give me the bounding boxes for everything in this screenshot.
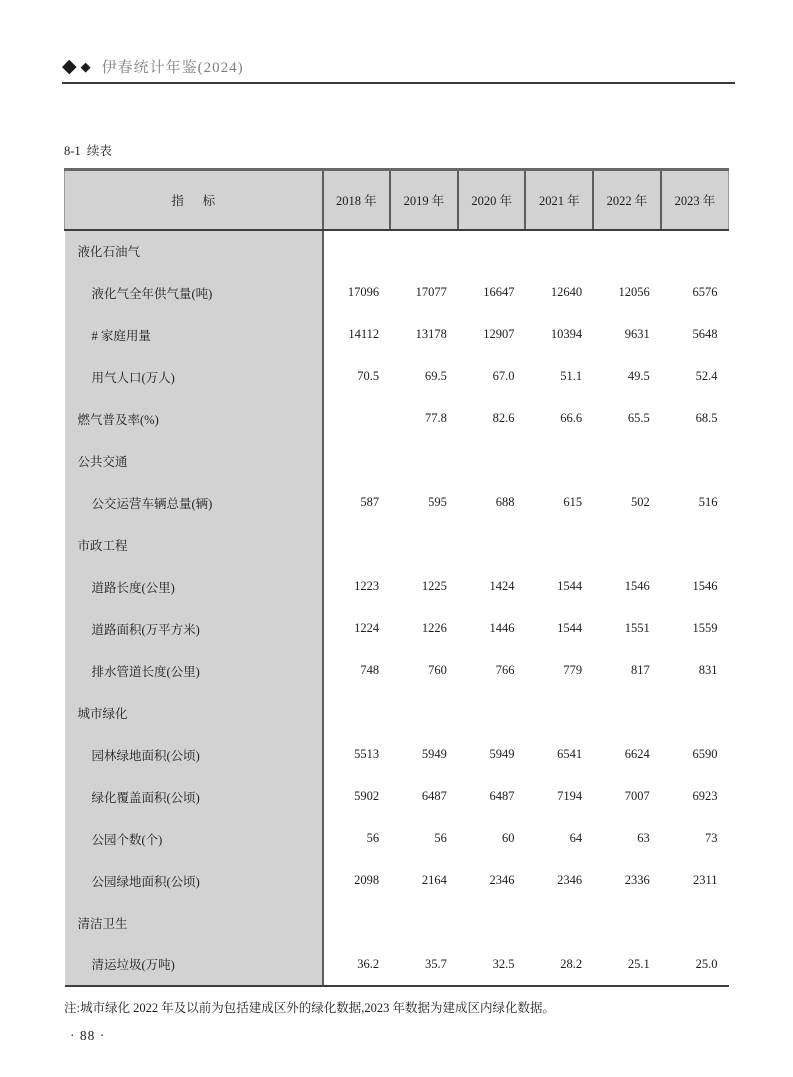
value-cell-2022: 502 <box>631 495 650 509</box>
value-cell-2022 <box>593 524 661 566</box>
table-body <box>65 230 729 986</box>
footnote: 注:城市绿化 2022 年及以前为包括建成区外的绿化数据,2023 年数据为建成区内绿化数据。 <box>64 1001 555 1015</box>
value-cell-2019: 6487 <box>421 789 447 803</box>
value-cell-2023: 5648 <box>692 327 718 341</box>
table-row <box>65 650 729 692</box>
indicator-cell: 园林绿地面积(公顷) <box>65 734 323 776</box>
value-cell-2018: 70.5 <box>357 369 380 383</box>
indicator-cell: 液化石油气 <box>65 230 323 272</box>
value-cell-2019: 17077 <box>415 285 447 299</box>
indicator-cell: 用气人口(万人) <box>65 356 323 398</box>
indicator-cell: 公园绿地面积(公顷) <box>65 860 323 902</box>
value-cell-2019: 69.5 <box>424 369 447 383</box>
value-cell-2020: 16647 <box>483 285 515 299</box>
table-row <box>65 566 729 608</box>
value-cell-2020: 67.0 <box>492 369 515 383</box>
value-cell-2021: 2346 <box>557 873 583 887</box>
value-cell-2022 <box>593 692 661 734</box>
value-cell-2020: 5949 <box>489 747 515 761</box>
value-cell-2021 <box>525 692 593 734</box>
value-cell-2023: 1546 <box>692 579 718 593</box>
value-cell-2021: 615 <box>563 495 583 509</box>
value-cell-2022: 7007 <box>624 789 650 803</box>
value-cell-2022: 1546 <box>624 579 650 593</box>
value-cell-2020: 766 <box>495 663 515 677</box>
value-cell-2023: 831 <box>698 663 718 677</box>
value-cell-2022: 12056 <box>618 285 650 299</box>
year-column-header-2018: 2018 年 <box>323 170 391 230</box>
value-cell-2020: 82.6 <box>492 411 515 425</box>
value-cell-2023: 6590 <box>692 747 718 761</box>
indicator-cell: 公共交通 <box>65 440 323 482</box>
indicator-cell: 排水管道长度(公里) <box>65 650 323 692</box>
value-cell-2021 <box>525 902 593 944</box>
value-cell-2023: 2311 <box>692 873 718 887</box>
table-row <box>65 734 729 776</box>
running-head <box>62 56 735 84</box>
value-cell-2021: 12640 <box>550 285 583 299</box>
table-row <box>65 524 729 566</box>
value-cell-2018: 2098 <box>354 873 380 887</box>
indicator-cell: 清运垃圾(万吨) <box>65 944 323 986</box>
table-row <box>65 398 729 440</box>
indicator-cell: 清洁卫生 <box>65 902 323 944</box>
value-cell-2018: 17096 <box>347 285 380 299</box>
value-cell-2021 <box>525 524 593 566</box>
year-column-header-2021: 2021 年 <box>525 170 593 230</box>
value-cell-2020: 60 <box>501 831 515 845</box>
table-header-row <box>65 170 729 230</box>
value-cell-2023: 6576 <box>692 285 718 299</box>
indicator-cell: 液化气全年供气量(吨) <box>65 272 323 314</box>
value-cell-2020: 1446 <box>489 621 515 635</box>
value-cell-2018: 36.2 <box>323 944 391 986</box>
value-cell-2019 <box>390 230 458 272</box>
table-row <box>65 356 729 398</box>
value-cell-2018: 56 <box>366 831 380 845</box>
table-row <box>65 440 729 482</box>
value-cell-2019 <box>390 524 458 566</box>
value-cell-2022: 63 <box>637 831 650 845</box>
value-cell-2020: 12907 <box>483 327 515 341</box>
table-row <box>65 608 729 650</box>
value-cell-2023: 516 <box>698 495 718 509</box>
table-row <box>65 272 729 314</box>
value-cell-2018: 748 <box>360 663 380 677</box>
value-cell-2022 <box>593 440 661 482</box>
table-row <box>65 860 729 902</box>
table-continuation-label: 8-1 续表 <box>64 144 112 158</box>
year-column-header-2022: 2022 年 <box>593 170 661 230</box>
value-cell-2022 <box>593 230 661 272</box>
value-cell-2019: 1226 <box>421 621 447 635</box>
table-header <box>65 170 729 230</box>
indicator-cell: 道路长度(公里) <box>65 566 323 608</box>
indicator-cell: # 家庭用量 <box>65 314 323 356</box>
value-cell-2019: 5949 <box>421 747 447 761</box>
value-cell-2023: 25.0 <box>661 944 729 986</box>
value-cell-2022 <box>593 902 661 944</box>
value-cell-2020: 1424 <box>489 579 515 593</box>
indicator-cell: 城市绿化 <box>65 692 323 734</box>
value-cell-2022: 25.1 <box>593 944 661 986</box>
diamond-large-icon: ◆ <box>62 56 77 77</box>
value-cell-2021: 1544 <box>557 621 583 635</box>
value-cell-2023 <box>661 692 729 734</box>
diamond-small-icon: ◆ <box>80 59 91 74</box>
indicator-cell: 绿化覆盖面积(公顷) <box>65 776 323 818</box>
value-cell-2021: 66.6 <box>560 411 583 425</box>
value-cell-2018 <box>323 524 391 566</box>
value-cell-2022: 2336 <box>624 873 650 887</box>
value-cell-2020: 32.5 <box>458 944 526 986</box>
value-cell-2021: 28.2 <box>525 944 593 986</box>
value-cell-2019: 760 <box>428 663 447 677</box>
value-cell-2023 <box>661 230 729 272</box>
indicator-cell: 公交运营车辆总量(辆) <box>65 482 323 524</box>
value-cell-2020: 6487 <box>489 789 515 803</box>
value-cell-2018: 1224 <box>354 621 380 635</box>
year-column-header-2020: 2020 年 <box>458 170 526 230</box>
value-cell-2020 <box>458 230 526 272</box>
value-cell-2018 <box>323 398 391 440</box>
value-cell-2019: 13178 <box>415 327 447 341</box>
value-cell-2018 <box>323 692 391 734</box>
table-row <box>65 818 729 860</box>
value-cell-2021: 10394 <box>550 327 583 341</box>
value-cell-2021 <box>525 230 593 272</box>
value-cell-2021: 1544 <box>557 579 583 593</box>
value-cell-2022: 6624 <box>624 747 650 761</box>
value-cell-2020 <box>458 524 526 566</box>
value-cell-2019: 595 <box>428 495 447 509</box>
value-cell-2022: 1551 <box>624 621 650 635</box>
value-cell-2023: 73 <box>705 831 718 845</box>
value-cell-2021 <box>525 440 593 482</box>
value-cell-2020 <box>458 902 526 944</box>
value-cell-2019: 56 <box>434 831 447 845</box>
value-cell-2019: 35.7 <box>390 944 458 986</box>
value-cell-2021: 51.1 <box>560 369 583 383</box>
value-cell-2019 <box>390 692 458 734</box>
page-number: · 88 · <box>70 1028 106 1043</box>
table-row <box>65 692 729 734</box>
indicator-cell: 道路面积(万平方米) <box>65 608 323 650</box>
value-cell-2020 <box>458 692 526 734</box>
table-row <box>65 944 729 986</box>
value-cell-2023 <box>661 902 729 944</box>
value-cell-2023: 68.5 <box>695 411 718 425</box>
value-cell-2019 <box>390 440 458 482</box>
statistics-table <box>64 168 729 987</box>
yearbook-title: 伊春统计年鉴(2024) <box>101 60 244 76</box>
value-cell-2018 <box>323 440 391 482</box>
table-row <box>65 776 729 818</box>
value-cell-2022: 49.5 <box>627 369 650 383</box>
value-cell-2018 <box>323 230 391 272</box>
value-cell-2022: 817 <box>631 663 650 677</box>
value-cell-2018: 587 <box>360 495 380 509</box>
value-cell-2018: 5902 <box>354 789 380 803</box>
indicator-cell: 燃气普及率(%) <box>65 398 323 440</box>
year-column-header-2023: 2023 年 <box>661 170 729 230</box>
table-row <box>65 314 729 356</box>
value-cell-2019: 77.8 <box>424 411 447 425</box>
value-cell-2021: 64 <box>569 831 583 845</box>
value-cell-2018: 5513 <box>354 747 380 761</box>
value-cell-2021: 6541 <box>557 747 583 761</box>
indicator-column-header: 指 标 <box>65 170 323 230</box>
table-row <box>65 902 729 944</box>
value-cell-2023 <box>661 440 729 482</box>
table-row <box>65 482 729 524</box>
year-column-header-2019: 2019 年 <box>390 170 458 230</box>
value-cell-2019: 2164 <box>421 873 447 887</box>
indicator-cell: 市政工程 <box>65 524 323 566</box>
value-cell-2022: 9631 <box>624 327 650 341</box>
value-cell-2023 <box>661 524 729 566</box>
indicator-cell: 公园个数(个) <box>65 818 323 860</box>
table-row <box>65 230 729 272</box>
value-cell-2022: 65.5 <box>627 411 650 425</box>
value-cell-2021: 7194 <box>557 789 583 803</box>
value-cell-2020: 2346 <box>489 873 515 887</box>
value-cell-2023: 1559 <box>692 621 718 635</box>
value-cell-2018: 1223 <box>354 579 380 593</box>
value-cell-2021: 779 <box>563 663 583 677</box>
value-cell-2019 <box>390 902 458 944</box>
value-cell-2019: 1225 <box>421 579 447 593</box>
value-cell-2023: 6923 <box>692 789 718 803</box>
value-cell-2018: 14112 <box>348 327 380 341</box>
value-cell-2023: 52.4 <box>695 369 718 383</box>
value-cell-2020 <box>458 440 526 482</box>
value-cell-2018 <box>323 902 391 944</box>
value-cell-2020: 688 <box>495 495 515 509</box>
